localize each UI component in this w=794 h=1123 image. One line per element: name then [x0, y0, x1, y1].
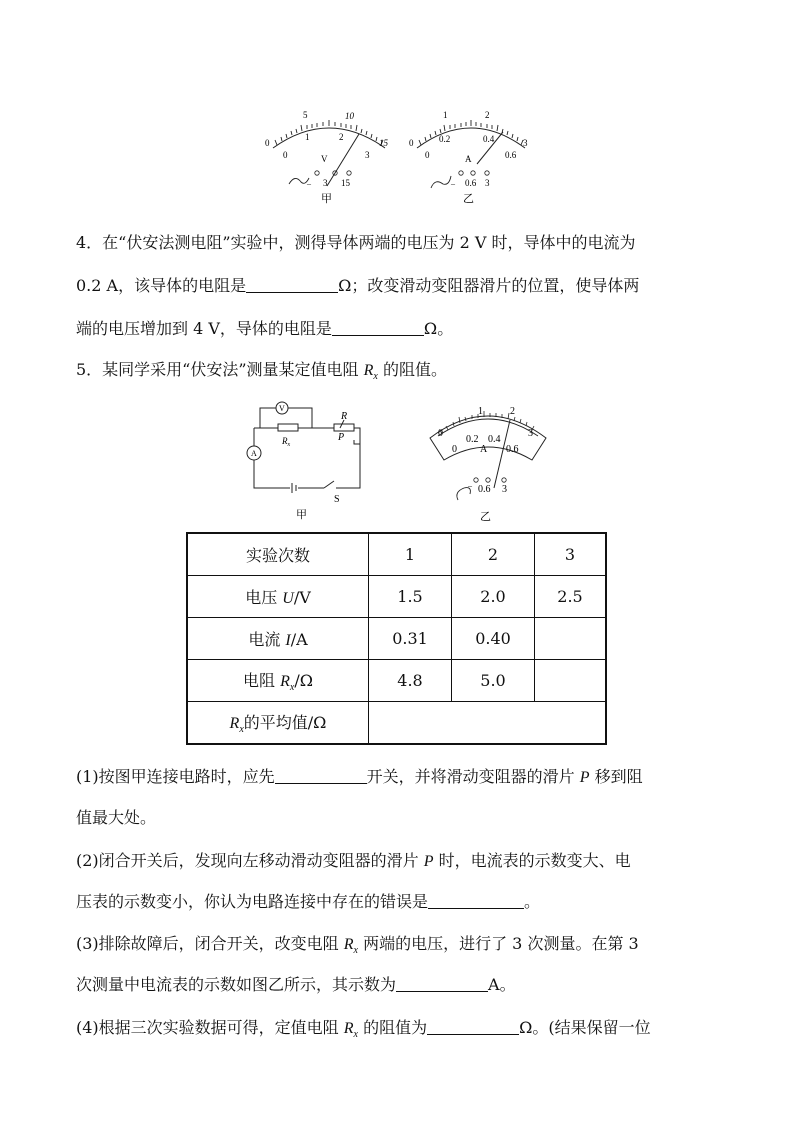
a-bot-02: 0.2: [439, 134, 451, 144]
a2-unit: A: [480, 444, 488, 455]
a-unit: A: [465, 154, 472, 164]
table-header-cell: 1: [369, 533, 452, 576]
a2-top-2: 2: [510, 406, 515, 417]
q4-line3-text-a: 端的电压增加到 4 V，导体的电阻是: [76, 319, 332, 338]
table-row: [187, 660, 606, 702]
s1-line2: 值最大处。: [76, 808, 157, 827]
s1-blank[interactable]: [275, 769, 367, 784]
a2-bot-02: 0.2: [466, 434, 479, 445]
table-row: [187, 576, 606, 618]
v-bot-1: 1: [305, 132, 310, 142]
q4-line3-text-b: Ω。: [423, 319, 454, 338]
circuit-caption: 甲: [296, 509, 307, 521]
s1-line1: [76, 764, 643, 787]
row-label-current: 电流 I/A: [187, 618, 369, 660]
v-top-5: 5: [303, 110, 308, 120]
a2-bot-06: 0.6: [506, 444, 519, 455]
row-label-voltage: 电压 U/V: [187, 576, 369, 618]
a-top-2: 2: [485, 110, 490, 120]
s4-text-b: 的阻值为: [358, 1018, 428, 1037]
v-term-15: 15: [341, 178, 350, 188]
table-cell-empty[interactable]: [535, 618, 607, 660]
s2-text-c: 压表的示数变小，你认为电路连接中存在的错误是: [76, 892, 429, 911]
a-term-3: 3: [485, 178, 490, 188]
q5-intro-a: 5．某同学采用“伏安法”测量某定值电阻: [76, 360, 364, 379]
s2-var: P: [423, 853, 434, 870]
s3-sub: x: [353, 945, 358, 957]
v-bot-3: 3: [365, 150, 370, 160]
a-bot-06: 0.6: [505, 150, 517, 160]
table-header-row: [187, 533, 606, 576]
ammeter-dial: [409, 110, 528, 205]
a-top-1: 1: [443, 110, 448, 120]
table-header-cell: 实验次数: [187, 533, 369, 576]
q4-line3: [76, 316, 453, 339]
s3-text-d: A。: [488, 975, 516, 994]
table-cell: 4.8: [369, 660, 452, 702]
table-row: [187, 702, 606, 745]
table-cell-empty[interactable]: [535, 660, 607, 702]
ammeter-figure-2: [424, 400, 552, 524]
v-top-10: 10: [345, 111, 354, 121]
circuit-v-label: V: [279, 404, 285, 413]
a-term-06: 0.6: [465, 178, 477, 188]
table-cell: 5.0: [452, 660, 535, 702]
circuit-a-label: A: [251, 449, 257, 458]
voltmeter-dial: [265, 110, 389, 205]
s2-line1: [76, 848, 631, 871]
a-top-0: 0: [409, 138, 414, 148]
q4-blank-2[interactable]: [332, 321, 424, 336]
s4-blank[interactable]: [427, 1020, 519, 1035]
a-bot-0: 0: [425, 150, 430, 160]
circuit-diagram: [240, 394, 370, 522]
q5-intro: [76, 357, 447, 382]
s2-text-b: 时，电流表的示数变大、电: [433, 851, 631, 870]
table-cell: 2.0: [452, 576, 535, 618]
s3-text-b: 两端的电压，进行了 3 次测量。在第 3: [358, 934, 639, 953]
table-header-cell: 3: [535, 533, 607, 576]
s3-var: R: [343, 936, 354, 953]
q5-intro-b: 的阻值。: [377, 360, 447, 379]
q4-blank-1[interactable]: [246, 278, 338, 293]
q5-intro-sub: x: [373, 371, 378, 383]
s3-blank[interactable]: [396, 977, 488, 992]
a2-caption: 乙: [480, 511, 491, 523]
data-table: [186, 532, 607, 745]
v-top-15: 15: [379, 138, 388, 148]
v-bot-0: 0: [283, 150, 288, 160]
a2-bot-0: 0: [452, 444, 457, 455]
s1-text-c: 移到阻: [589, 767, 643, 786]
table-cell: 0.31: [369, 618, 452, 660]
a2-top-3: 3: [528, 428, 533, 439]
a-caption: 乙: [463, 193, 474, 205]
s3-line2: [76, 972, 516, 995]
s2-line2: [76, 889, 540, 912]
s2-blank[interactable]: [428, 894, 524, 909]
table-header-cell: 2: [452, 533, 535, 576]
q4-line1: 4．在“伏安法测电阻”实验中，测得导体两端的电压为 2 V 时，导体中的电流为: [76, 233, 636, 252]
s4-text-c: Ω。(结果保留一位: [519, 1018, 651, 1037]
q4-line2-text-a: 0.2 A，该导体的电阻是: [76, 276, 247, 295]
circuit-rx-label: $R_x$: [282, 436, 291, 448]
v-top-0: 0: [265, 138, 270, 148]
s2-text-d: 。: [524, 892, 541, 911]
a-wire-icon: [431, 176, 451, 188]
s2-text-a: (2)闭合开关后，发现向左移动滑动变阻器的滑片: [76, 851, 424, 870]
s3-line1: [76, 931, 639, 956]
meters-figure-top: [255, 104, 535, 210]
v-bot-2: 2: [339, 132, 344, 142]
v-caption: 甲: [321, 193, 332, 205]
a2-top-1: 1: [478, 406, 483, 417]
s3-text-a: (3)排除故障后，闭合开关，改变电阻: [76, 934, 344, 953]
s1-var: P: [579, 769, 590, 786]
q4-line2-text-b: Ω；改变滑动变阻器滑片的位置，使导体两: [338, 276, 640, 295]
circuit-p-label: P: [338, 432, 345, 443]
table-cell: 1.5: [369, 576, 452, 618]
q4-line2: [76, 273, 639, 296]
row-label-average: $R_x$的平均值/Ω: [187, 702, 369, 745]
s1-text-a: (1)按图甲连接电路时，应先: [76, 767, 275, 786]
table-row: [187, 618, 606, 660]
a-term-neg: –: [451, 179, 455, 188]
s1-text-b: 开关，并将滑动变阻器的滑片: [366, 767, 580, 786]
a2-term-06: 0.6: [478, 484, 491, 495]
circuit-s-label: S: [334, 494, 340, 505]
s4-text-a: (4)根据三次实验数据可得，定值电阻: [76, 1018, 344, 1037]
circuit-r-label: R: [341, 411, 348, 422]
a-top-3: 3: [523, 138, 528, 148]
v-unit: V: [321, 154, 328, 164]
v-term-neg: –: [307, 179, 311, 188]
a2-term-3: 3: [502, 484, 507, 495]
q5-intro-var: R: [363, 362, 374, 379]
s3-text-c: 次测量中电流表的示数如图乙所示，其示数为: [76, 975, 397, 994]
average-cell[interactable]: [369, 702, 607, 745]
v-term-3: 3: [323, 178, 328, 188]
row-label-resistance: 电阻 $R_x/\Omega$: [187, 660, 369, 702]
a2-top-0: 0: [438, 428, 443, 439]
table-cell: 2.5: [535, 576, 607, 618]
s4-sub: x: [353, 1029, 358, 1041]
s4-line1: [76, 1015, 651, 1040]
table-cell: 0.40: [452, 618, 535, 660]
v-wire-icon: [289, 178, 309, 184]
s4-var: R: [343, 1020, 354, 1037]
a2-term-neg: –: [468, 481, 472, 490]
a-bot-04: 0.4: [483, 134, 495, 144]
a2-bot-04: 0.4: [488, 434, 501, 445]
